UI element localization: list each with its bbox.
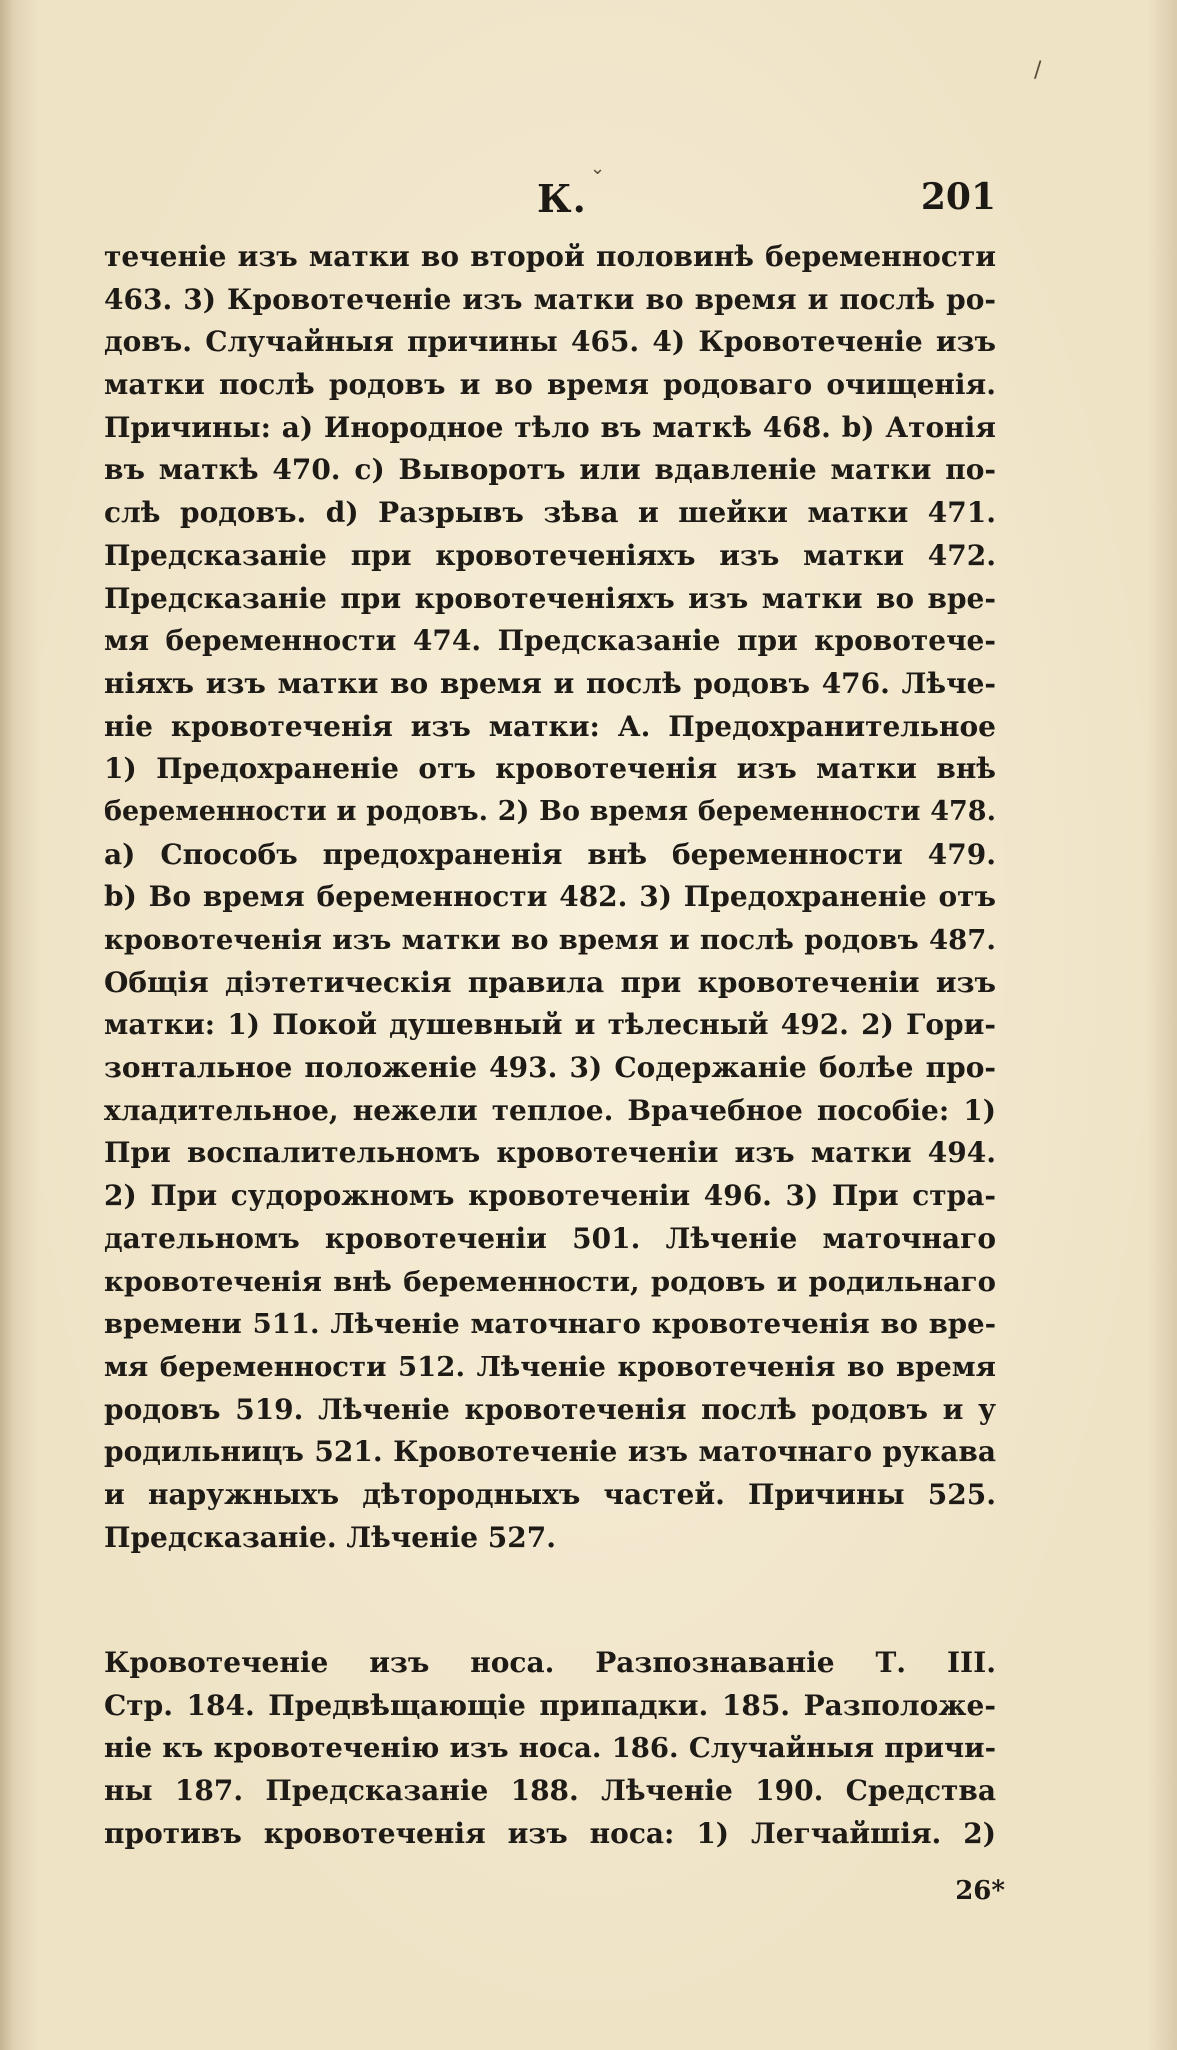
page-number: 201 [920, 176, 996, 218]
stray-mark: ⌄ [590, 158, 606, 179]
text-line: мя беременности 512. Лѣченіе кровотеченія во время [104, 1350, 996, 1383]
text-line: теченіе изъ матки во второй половинѣ беременности [104, 240, 996, 273]
running-head-letter: К. [537, 176, 587, 221]
text-line: Кровотеченіе изъ носа. Разпознаваніе Т. III. [104, 1646, 996, 1679]
text-line: b) Во время беременности 482. 3) Предохраненіе отъ [104, 880, 996, 914]
text-line: ніяхъ изъ матки во время и послѣ родовъ 476. Лѣче- [104, 666, 996, 700]
index-entry-nose-bleeding [104, 1642, 996, 1855]
text-line: Предсказаніе. Лѣченіе 527. [104, 1520, 557, 1554]
text-line: времени 511. Лѣченіе маточнаго кровотеченія во вре- [104, 1308, 996, 1341]
text-line: Причины: а) Инородное тѣло въ маткѣ 468. b) Атонія [104, 410, 996, 444]
text-line: 463. 3) Кровотеченіе изъ матки во время и послѣ ро- [104, 282, 996, 316]
text-line: беременности и родовъ. 2) Во время беременности 478. [104, 795, 996, 827]
text-line: Стр. 184. Предвѣщающіе припадки. 185. Разположе- [104, 1688, 996, 1722]
text-line: 2) При судорожномъ кровотеченіи 496. 3) При стра- [104, 1179, 996, 1213]
stray-mark: / [1034, 58, 1042, 83]
text-line: ны 187. Предсказаніе 188. Лѣченіе 190. Средства [104, 1774, 996, 1808]
text-line: въ маткѣ 470. с) Выворотъ или вдавленіе матки по- [104, 453, 996, 487]
text-line: При воспалительномъ кровотеченіи изъ матки 494. [104, 1136, 996, 1170]
text-line: слѣ родовъ. d) Разрывъ зѣва и шейки матки 471. [104, 496, 996, 530]
text-line: довъ. Случайныя причины 465. 4) Кровотеченіе изъ [104, 325, 996, 359]
text-line: Общія діэтетическія правила при кровотеченіи изъ [104, 965, 996, 999]
text-line: 1) Предохраненіе отъ кровотеченія изъ матки внѣ [104, 752, 996, 786]
text-line: родовъ 519. Лѣченіе кровотеченія послѣ родовъ и у [104, 1392, 996, 1426]
text-line: матки послѣ родовъ и во время родоваго очищенія. [104, 368, 996, 402]
signature-mark: 26* [955, 1876, 1005, 1906]
text-line: Предсказаніе при кровотеченіяхъ изъ матки 472. [104, 538, 996, 572]
text-line: а) Способъ предохраненія внѣ беременности 479. [104, 837, 996, 871]
text-line: родильницъ 521. Кровотеченіе изъ маточнаго рукава [104, 1435, 996, 1469]
index-entry-uterine-bleeding [104, 236, 996, 1559]
text-line: мя беременности 474. Предсказаніе при кровотече- [104, 624, 996, 658]
text-line: Предсказаніе при кровотеченіяхъ изъ матки во вре- [104, 581, 996, 615]
text-line: дательномъ кровотеченіи 501. Лѣченіе маточнаго [104, 1221, 996, 1255]
text-line: противъ кровотеченія изъ носа: 1) Легчайшія. 2) [104, 1816, 996, 1850]
running-head [104, 176, 996, 226]
text-line: кровотеченія внѣ беременности, родовъ и родильнаго [104, 1265, 996, 1298]
text-line: зонтальное положеніе 493. 3) Содержаніе болѣе про- [104, 1051, 996, 1085]
text-line: ніе кровотеченія изъ матки: А. Предохранительное [104, 709, 996, 743]
text-line: и наружныхъ дѣтородныхъ частей. Причины 525. [104, 1477, 996, 1511]
text-line: ніе къ кровотеченію изъ носа. 186. Случайныя причи- [104, 1732, 996, 1765]
text-line: матки: 1) Покой душевный и тѣлесный 492. 2) Гори- [104, 1008, 996, 1042]
text-line: хладительное, нежели теплое. Врачебное пособіе: 1) [104, 1093, 996, 1127]
text-line: кровотеченія изъ матки во время и послѣ родовъ 487. [104, 924, 996, 956]
